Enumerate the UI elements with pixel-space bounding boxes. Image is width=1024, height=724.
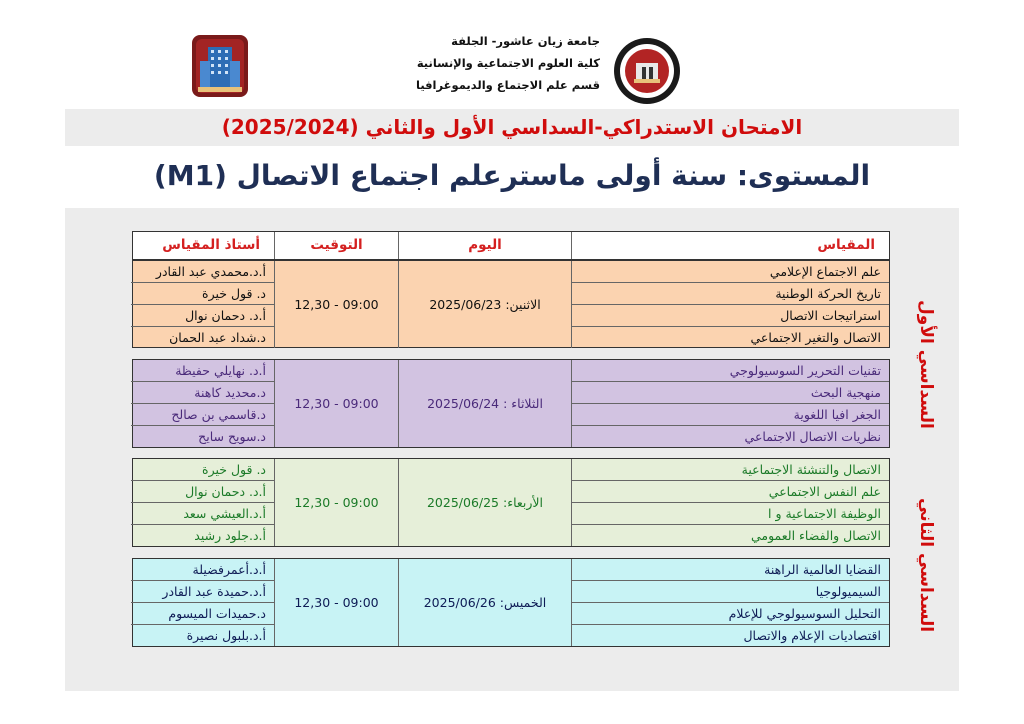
module-cell: الاتصال والتنشئة الاجتماعية bbox=[571, 459, 889, 481]
university-building-logo bbox=[190, 33, 250, 99]
day-cell: الخميس: 2025/06/26 bbox=[398, 559, 571, 646]
day-cell: الاثنين: 2025/06/23 bbox=[398, 261, 571, 348]
professor-cell: أ.د.العيشي سعد bbox=[131, 503, 274, 525]
module-cell: القضايا العالمية الراهنة bbox=[571, 559, 889, 581]
professor-cell: أ.د. نهايلي حفيظة bbox=[131, 360, 274, 382]
exam-group-wednesday bbox=[132, 458, 890, 547]
module-cell: منهجية البحث bbox=[571, 382, 889, 404]
day-cell: الثلاثاء : 2025/06/24 bbox=[398, 360, 571, 447]
module-cell: نظريات الاتصال الاجتماعي bbox=[571, 426, 889, 447]
professor-cell: د.قاسمي بن صالح bbox=[131, 404, 274, 426]
professor-cell: د.محديد كاهنة bbox=[131, 382, 274, 404]
module-cell: علم الاجتماع الإعلامي bbox=[571, 261, 889, 283]
exam-title: الامتحان الاستدراكي-السداسي الأول والثاني (2025/2024) bbox=[65, 109, 959, 146]
module-cell: التحليل السوسيولوجي للإعلام bbox=[571, 603, 889, 625]
professor-cell: أ.د.محمدي عبد القادر bbox=[131, 261, 274, 283]
faculty-name: كلية العلوم الاجتماعية والإنسانية bbox=[416, 56, 600, 70]
level-title: المستوى: سنة أولى ماسترعلم اجتماع الاتصال (M1) bbox=[153, 159, 871, 192]
module-cell: السيميولوجيا bbox=[571, 581, 889, 603]
module-cell: اقتصاديات الإعلام والاتصال bbox=[571, 625, 889, 646]
time-cell: 12,30 - 09:00 bbox=[274, 261, 398, 348]
professor-cell: د. قول خيرة bbox=[131, 283, 274, 305]
professor-cell: د.سويح سايح bbox=[198, 429, 266, 444]
professor-cell: د. قول خيرة bbox=[131, 459, 274, 481]
professor-cell: أ.د.جلود رشيد bbox=[194, 528, 266, 543]
header-module: المقياس bbox=[571, 232, 889, 259]
module-cell: استراتيجات الاتصال bbox=[571, 305, 889, 327]
module-cell: الاتصال والتغير الاجتماعي bbox=[571, 327, 889, 348]
department-name: قسم علم الاجتماع والديموغرافيا bbox=[416, 78, 600, 92]
exam-group-thursday bbox=[132, 558, 890, 647]
first-semester-label: السداسي الأول bbox=[916, 300, 936, 429]
module-cell: الوظيفة الاجتماعية و ا bbox=[571, 503, 889, 525]
university-name: جامعة زيان عاشور- الجلفة bbox=[451, 34, 600, 48]
header-professor: أستاذ المقياس bbox=[162, 237, 260, 253]
exam-group-monday bbox=[132, 260, 890, 348]
table-header-row bbox=[132, 231, 890, 260]
module-cell: علم النفس الاجتماعي bbox=[571, 481, 889, 503]
second-semester-label: السداسي الثاني bbox=[916, 498, 936, 633]
professor-cell: أ.د. دحمان نوال bbox=[131, 305, 274, 327]
module-cell: تقنيات التحرير السوسيولوجي bbox=[571, 360, 889, 382]
institution-header bbox=[380, 30, 600, 96]
time-cell: 12,30 - 09:00 bbox=[274, 559, 398, 646]
module-cell: الاتصال والفضاء العمومي bbox=[571, 525, 889, 546]
professor-cell: أ.د. دحمان نوال bbox=[131, 481, 274, 503]
module-cell: الجغر افيا اللغوية bbox=[571, 404, 889, 426]
time-cell: 12,30 - 09:00 bbox=[274, 459, 398, 546]
professor-cell: د.شداد عبد الحمان bbox=[169, 330, 266, 345]
professor-cell: أ.د.أعمرفضيلة bbox=[131, 559, 274, 581]
university-seal-logo bbox=[612, 36, 682, 106]
exam-group-tuesday bbox=[132, 359, 890, 448]
professor-cell: أ.د.بلبول نصيرة bbox=[186, 628, 266, 643]
header-day: اليوم bbox=[398, 232, 571, 259]
time-cell: 12,30 - 09:00 bbox=[274, 360, 398, 447]
module-cell: تاريخ الحركة الوطنية bbox=[571, 283, 889, 305]
day-cell: الأربعاء: 2025/06/25 bbox=[398, 459, 571, 546]
professor-cell: أ.د.حميدة عبد القادر bbox=[131, 581, 274, 603]
header-time: التوقيت bbox=[274, 232, 398, 259]
professor-cell: د.حميدات الميسوم bbox=[131, 603, 274, 625]
